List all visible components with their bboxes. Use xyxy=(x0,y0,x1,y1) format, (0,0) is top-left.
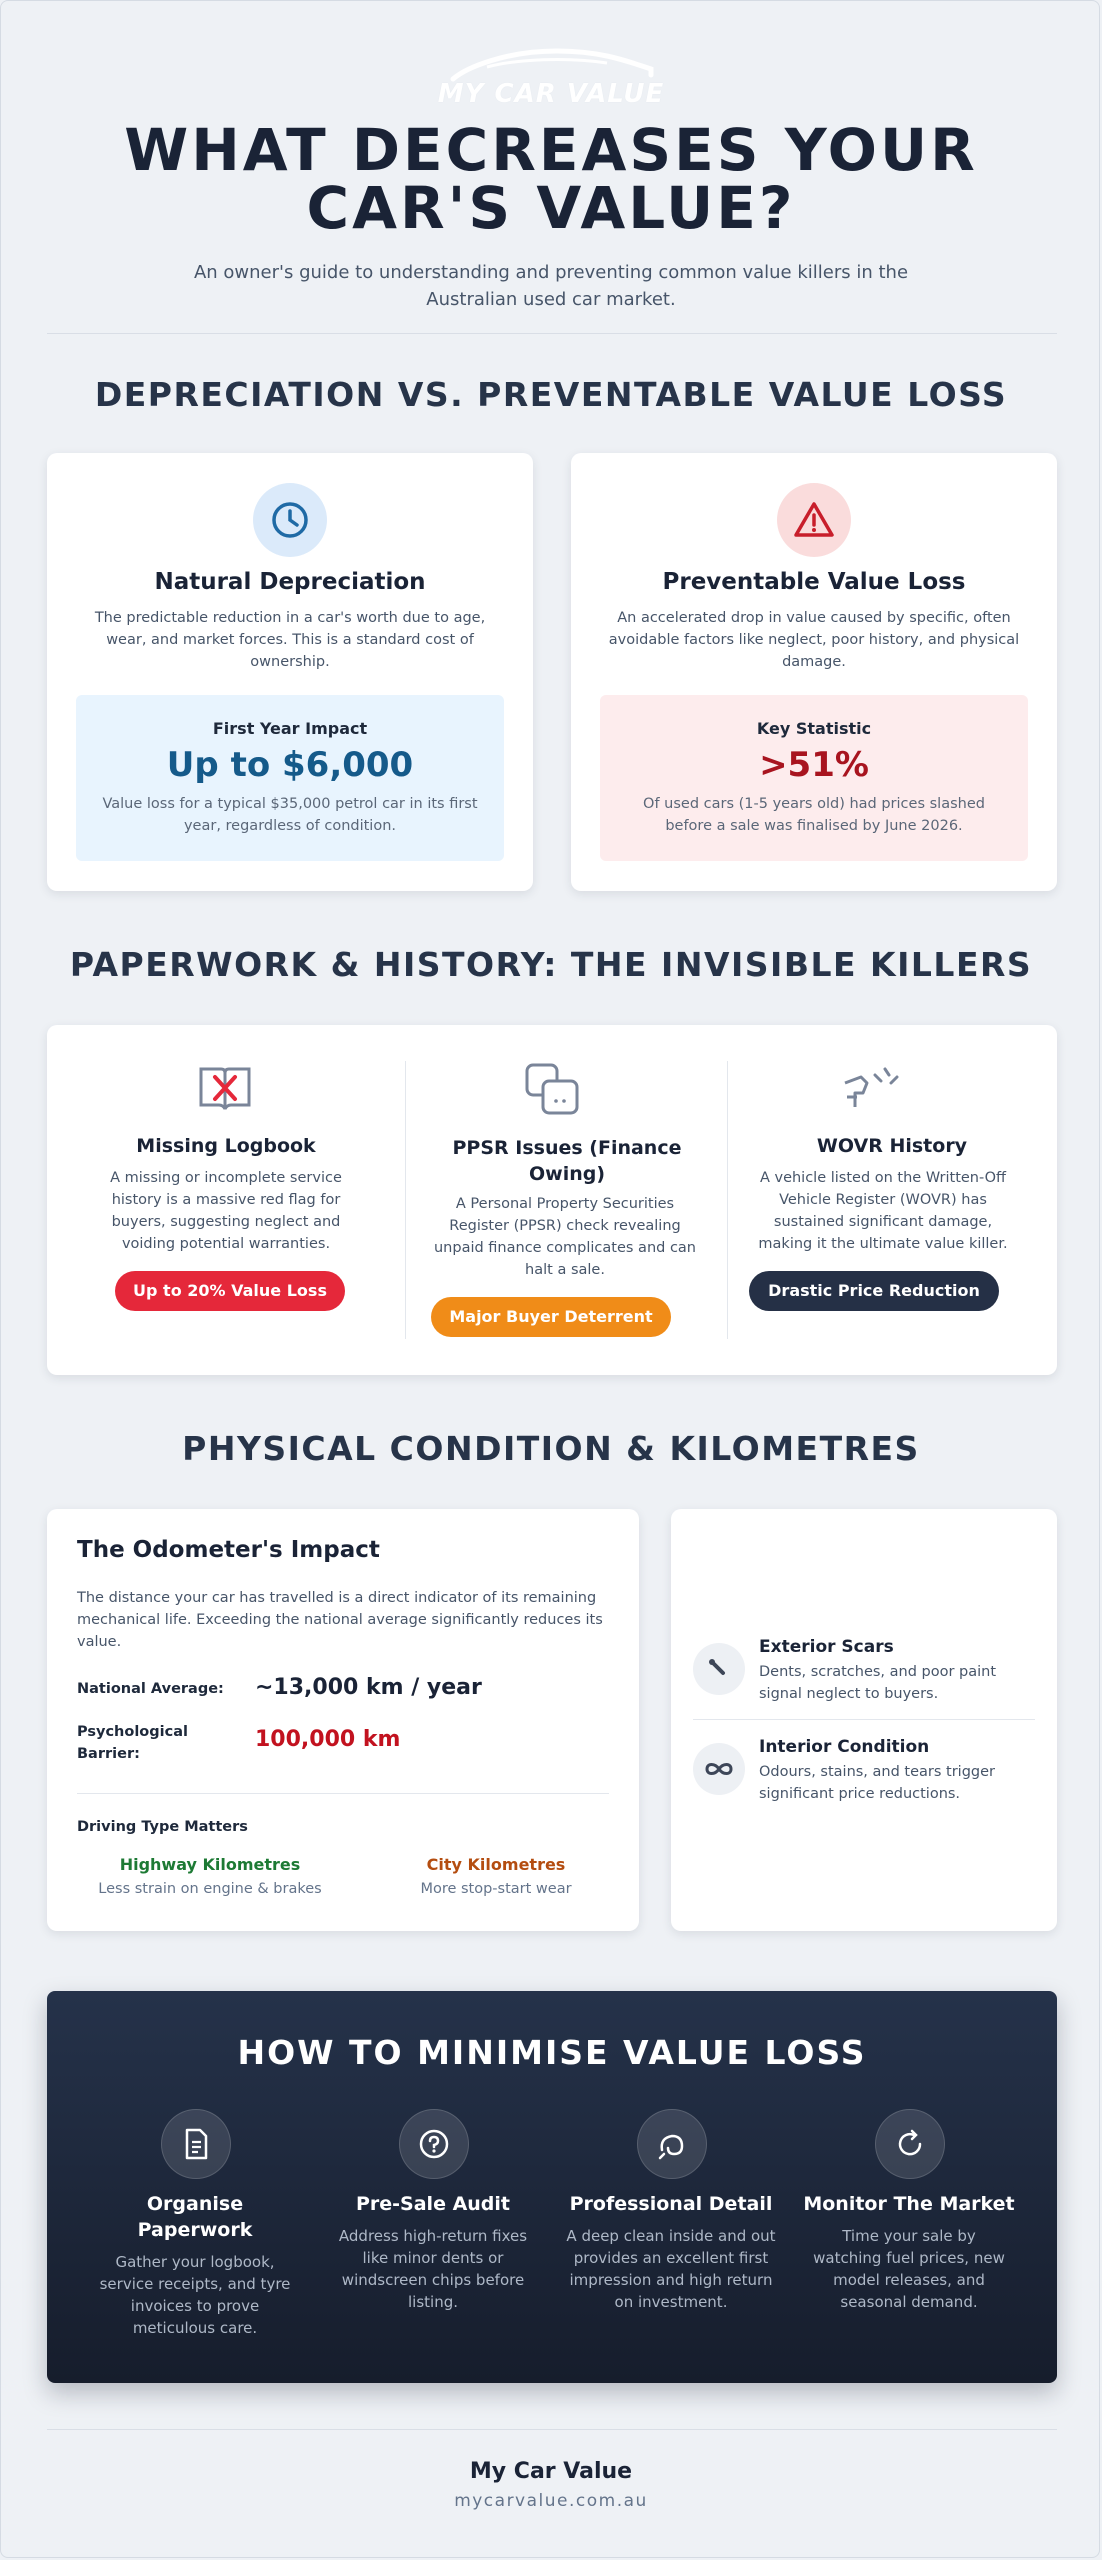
logo-text: MY CAR VALUE xyxy=(437,79,665,109)
interior-condition-title: Interior Condition xyxy=(759,1737,930,1757)
natural-depreciation-card xyxy=(47,453,533,891)
ppsr-issues-title: PPSR Issues (Finance Owing) xyxy=(452,1137,682,1185)
infinity-icon xyxy=(693,1743,745,1795)
preventable-loss-title: Preventable Value Loss xyxy=(662,569,966,595)
column-divider xyxy=(405,1061,406,1339)
psychological-barrier-value: 100,000 km xyxy=(255,1727,401,1752)
wrench-icon xyxy=(693,1643,745,1695)
tip-organise-desc: Gather your logbook, service receipts, and tyre invoices to prove meticulous care. xyxy=(99,2253,291,2337)
tip-audit-title: Pre-Sale Audit xyxy=(355,2193,510,2215)
footer-url: mycarvalue.com.au xyxy=(454,2491,648,2511)
preventable-loss-card xyxy=(571,453,1057,891)
tip-market-title: Monitor The Market xyxy=(803,2193,1015,2215)
odometer-desc: The distance your car has travelled is a direct indicator of its remaining mechanical life. Exceeding the national average significantly reduces its value. xyxy=(77,1590,603,1650)
odometer-title: The Odometer's Impact xyxy=(77,1537,380,1563)
odometer-card xyxy=(47,1509,639,1931)
city-km-title: City Kilometres xyxy=(426,1855,566,1874)
column-divider xyxy=(727,1061,728,1339)
tip-organise-title: Organise Paperwork xyxy=(137,2193,253,2241)
divider xyxy=(693,1719,1035,1720)
page-title xyxy=(1,116,1101,242)
section-title-paperwork: PAPERWORK & HISTORY: THE INVISIBLE KILLERS xyxy=(69,945,1033,984)
highway-km-title: Highway Kilometres xyxy=(119,1855,301,1874)
ppsr-issues-desc: A Personal Property Securities Register (PPSR) check revealing unpaid finance complicates and can halt a sale. xyxy=(433,1196,696,1278)
condition-card xyxy=(671,1509,1057,1931)
divider xyxy=(47,333,1057,334)
natural-depreciation-desc: The predictable reduction in a car's worth due to age, wear, and market forces. This is a standard cost of ownership. xyxy=(94,610,486,670)
first-year-impact-label: First Year Impact xyxy=(212,719,368,738)
psychological-barrier-label: Psychological Barrier: xyxy=(77,1724,188,1762)
city-km-desc: More stop-start wear xyxy=(420,1881,572,1897)
copy-documents-icon xyxy=(523,1061,583,1119)
tip-audit-desc: Address high-return fixes like minor dents or windscreen chips before listing. xyxy=(338,2227,528,2311)
exterior-scars-title: Exterior Scars xyxy=(759,1637,894,1657)
page-title-line-1: WHAT DECREASES YOUR xyxy=(124,116,978,184)
missing-logbook-desc: A missing or incomplete service history is a massive red flag for buyers, suggesting neglect and voiding potential warranties. xyxy=(110,1170,342,1252)
refresh-icon xyxy=(875,2109,945,2179)
key-statistic-value: >51% xyxy=(759,745,869,785)
section-title-depreciation: DEPRECIATION VS. PREVENTABLE VALUE LOSS xyxy=(94,375,1008,414)
section-title-physical: PHYSICAL CONDITION & KILOMETRES xyxy=(182,1429,920,1468)
first-year-impact-note: Value loss for a typical $35,000 petrol car in its first year, regardless of condition. xyxy=(102,796,478,834)
page-title-line-2: CAR'S VALUE? xyxy=(306,174,796,242)
document-icon xyxy=(161,2109,231,2179)
tip-detail-title: Professional Detail xyxy=(569,2193,773,2215)
first-year-impact-box xyxy=(76,695,504,861)
page-subtitle: An owner's guide to understanding and preventing common value killers in the Australian used car market. xyxy=(193,262,909,310)
key-statistic-label: Key Statistic xyxy=(756,719,872,738)
wovr-history-title: WOVR History xyxy=(816,1135,968,1157)
preventable-loss-desc: An accelerated drop in value caused by specific, often avoidable factors like neglect, poor history, and physical damage. xyxy=(608,610,1020,670)
brand-logo xyxy=(1,41,1101,113)
question-icon xyxy=(399,2109,469,2179)
section-title-minimise: HOW TO MINIMISE VALUE LOSS xyxy=(237,2033,867,2072)
missing-logbook-badge: Up to 20% Value Loss xyxy=(115,1271,345,1311)
wovr-history-desc: A vehicle listed on the Written-Off Vehicle Register (WOVR) has sustained significant damage, making it the ultimate value killer. xyxy=(758,1170,1008,1252)
interior-condition-desc: Odours, stains, and tears trigger significant price reductions. xyxy=(759,1764,996,1802)
footer-brand-name: My Car Value xyxy=(469,2459,633,2484)
sparkle-wash-icon xyxy=(637,2109,707,2179)
crossed-logbook-icon xyxy=(197,1063,253,1115)
national-average-value: ~13,000 km / year xyxy=(255,1675,482,1700)
divider xyxy=(77,1793,609,1794)
wovr-history-badge: Drastic Price Reduction xyxy=(749,1271,999,1311)
key-statistic-box xyxy=(600,695,1028,861)
tip-detail-desc: A deep clean inside and out provides an excellent first impression and high return on investment. xyxy=(566,2227,776,2311)
missing-logbook-title: Missing Logbook xyxy=(136,1135,316,1157)
paperwork-card xyxy=(47,1025,1057,1375)
driving-type-title: Driving Type Matters xyxy=(77,1819,248,1835)
warning-icon xyxy=(777,483,851,557)
broken-car-icon xyxy=(841,1063,901,1113)
national-average-label: National Average: xyxy=(77,1681,224,1697)
natural-depreciation-title: Natural Depreciation xyxy=(154,569,426,595)
tip-market-desc: Time your sale by watching fuel prices, new model releases, and seasonal demand. xyxy=(813,2227,1005,2311)
key-statistic-note: Of used cars (1-5 years old) had prices slashed before a sale was finalised by June 2026. xyxy=(643,796,985,834)
highway-km-desc: Less strain on engine & brakes xyxy=(98,1881,322,1897)
first-year-impact-value: Up to $6,000 xyxy=(166,745,414,785)
ppsr-issues-badge: Major Buyer Deterrent xyxy=(431,1297,671,1337)
exterior-scars-desc: Dents, scratches, and poor paint signal neglect to buyers. xyxy=(759,1664,997,1702)
divider xyxy=(47,2429,1057,2430)
clock-icon xyxy=(253,483,327,557)
minimise-panel xyxy=(47,1991,1057,2383)
